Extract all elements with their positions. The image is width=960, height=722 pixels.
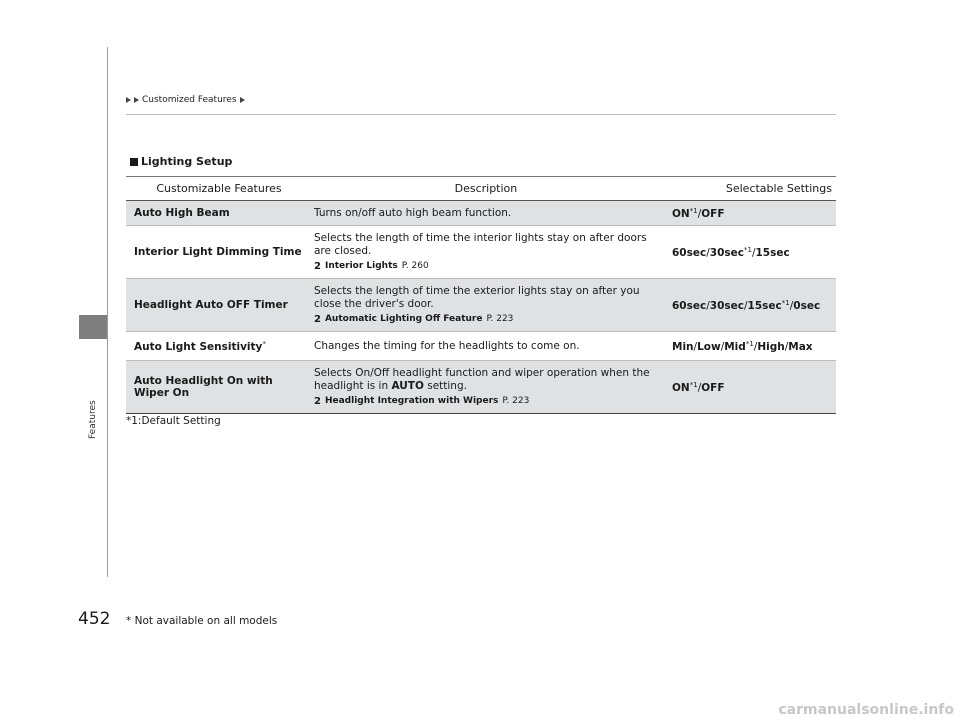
reference-arrow-icon: 2 [314, 395, 321, 407]
feature-description: Selects the length of time the interior lights stay on after doors are closed. [314, 231, 647, 257]
chapter-label: Features [88, 400, 98, 439]
feature-name: Auto Headlight On with Wiper On [134, 375, 273, 399]
reference-arrow-icon: 2 [314, 260, 321, 272]
availability-note: * Not available on all models [126, 615, 278, 627]
page-number: 452 [78, 609, 111, 629]
triangle-icon [134, 97, 139, 103]
section-title-text: Lighting Setup [141, 155, 233, 168]
side-rule [107, 47, 108, 577]
table-row [126, 201, 836, 226]
table-row [126, 361, 836, 414]
chapter-tab [79, 315, 108, 339]
triangle-icon [126, 97, 131, 103]
table-header [126, 176, 836, 201]
header-settings: Selectable Settings [725, 182, 832, 195]
footnote: *1:Default Setting [126, 415, 221, 427]
selectable-settings: Min/Low/Mid$^{*1}$/High/Max [672, 339, 813, 353]
section-title [130, 155, 232, 168]
watermark: carmanualsonline.info [778, 702, 954, 718]
breadcrumb [126, 95, 245, 105]
selectable-settings: $60\sec/30\sec^{*1}/15\sec$ [672, 245, 790, 259]
settings-table [126, 176, 836, 414]
selectable-settings: $60\sec/30\sec/15\sec^{*1}/0\sec$ [672, 298, 821, 312]
feature-name: Interior Light Dimming Time [134, 246, 302, 258]
feature-name: Auto Light Sensitivity* [134, 339, 266, 353]
table-row [126, 226, 836, 279]
table-row [126, 332, 836, 361]
feature-description: Selects On/Off headlight function and wiper operation when the headlight is in AUTO setting. [314, 366, 650, 392]
feature-description: Changes the timing for the headlights to come on. [314, 339, 580, 352]
header-description: Description [454, 182, 518, 195]
feature-name: Auto High Beam [134, 207, 230, 219]
feature-description: Turns on/off auto high beam function. [314, 206, 512, 219]
page-reference[interactable]: 2 Headlight Integration with Wipers P. 223 [314, 395, 530, 407]
table-row [126, 279, 836, 332]
header-features: Customizable Features [156, 182, 282, 195]
square-bullet-icon [130, 158, 138, 166]
selectable-settings: ON$^{*1}$/OFF [672, 206, 725, 220]
feature-name: Headlight Auto OFF Timer [134, 299, 288, 311]
triangle-icon [240, 97, 245, 103]
feature-description: Selects the length of time the exterior lights stay on after you close the driver's door. [314, 284, 640, 310]
page-reference[interactable]: 2 Automatic Lighting Off Feature P. 223 [314, 313, 514, 325]
header-rule [126, 114, 836, 115]
breadcrumb-label[interactable]: Customized Features [142, 95, 237, 105]
page-reference[interactable]: 2 Interior Lights P. 260 [314, 260, 429, 272]
reference-arrow-icon: 2 [314, 313, 321, 325]
selectable-settings: ON$^{*1}$/OFF [672, 380, 725, 394]
